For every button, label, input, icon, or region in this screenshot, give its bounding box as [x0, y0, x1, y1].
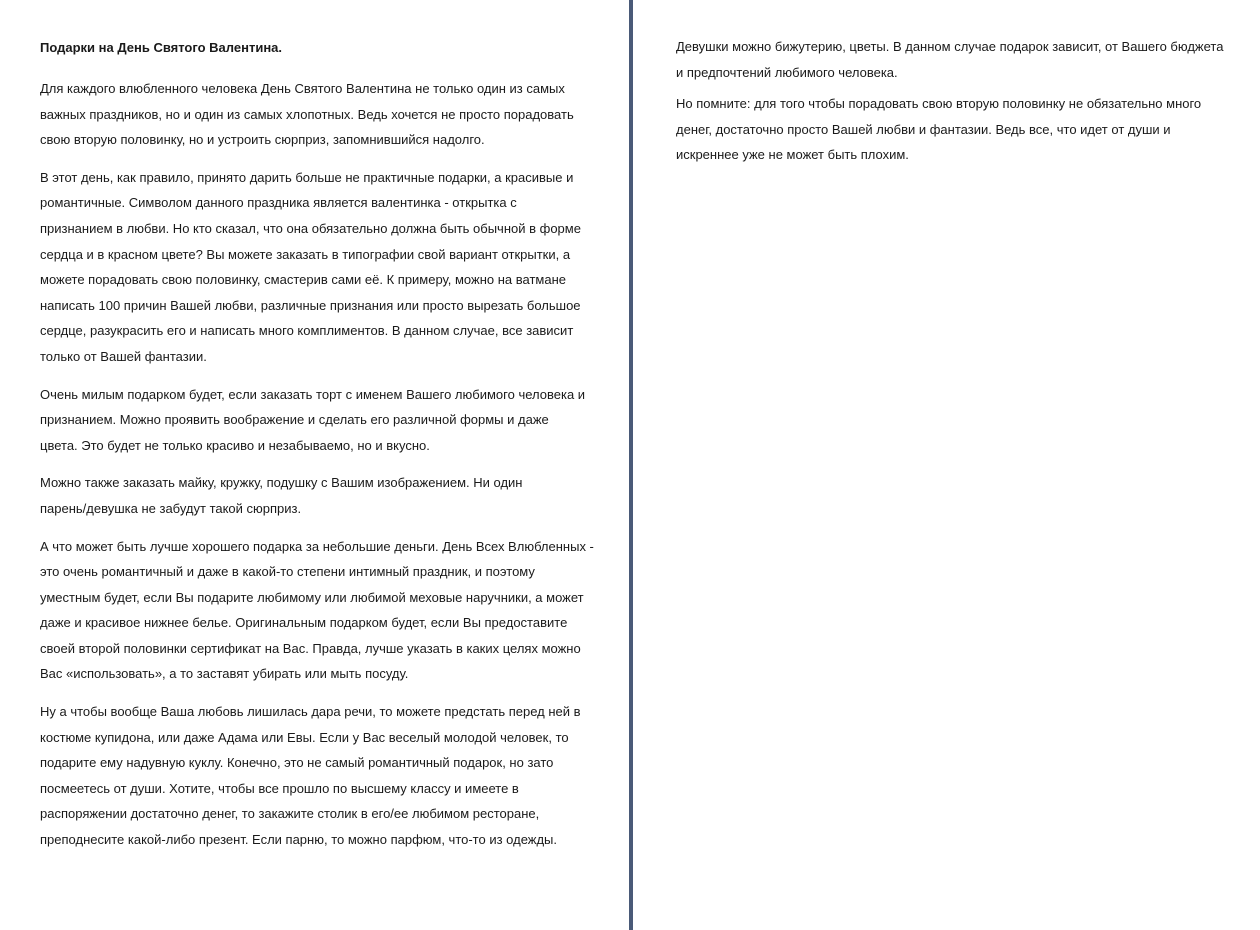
- paragraph-surprise: Ну а чтобы вообще Ваша любовь лишилась дара речи, то можете предстать перед ней в костюме купидона, или даже Адама или Евы. Если у Вас веселый молодой человек, то подарите ему надувную куклу. Конечно, это не самый романтичный подарок, но зато посмеетесь от души. Хотите, чтобы все прошло по высшему классу и имеете в распоряжении достаточно денег, то закажите столик в его/ее любимом ресторане, преподнесите какой-либо презент. Если парню, то можно парфюм, что-то из одежды.: [40, 704, 581, 848]
- paragraph-cake: Очень милым подарком будет, если заказать торт с именем Вашего любимого человека и признанием. Можно проявить воображение и сделать его различной формы и даже цвета. Это будет не только красиво и незабываемо, но и вкусно.: [40, 386, 586, 453]
- paragraph-tshirt-mug: Можно также заказать майку, кружку, подушку с Вашим изображением. Ни один парень/девушка не забудут такой сюрприз.: [40, 475, 523, 516]
- right-page: [636, 0, 1260, 930]
- page-divider-line: [629, 0, 633, 930]
- paragraph-conclusion: Но помните: для того чтобы порадовать свою вторую половинку не обязательно много денег, достаточно просто Вашей любви и фантазии. Ведь все, что идет от души и искреннее уже не может быть плохим.: [676, 96, 1202, 163]
- paragraph-intro: Для каждого влюбленного человека День Святого Валентина не только один из самых важных праздников, но и один из самых хлопотных. Ведь хочется не просто порадовать свою вторую половинку, но и устроить сюрприз, запомнившийся надолго.: [40, 81, 574, 148]
- paragraph-valentine-card: В этот день, как правило, принято дарить больше не практичные подарки, а красивые и романтичные. Символом данного праздника является валентинка - открытка с признанием в любви. Но кто сказал, что она обязательно должна быть обычной в форме сердца и в красном цвете? Вы можете заказать в типографии свой вариант открытки, а можете порадовать свою половинку, смастерив сами её. К примеру, можно на ватмане написать 100 причин Вашей любви, различные признания или просто вырезать большое сердце, разукрасить его и написать много комплиментов. В данном случае, все зависит только от Вашей фантазии.: [40, 169, 581, 364]
- page-divider: [626, 0, 636, 930]
- document-heading: Подарки на День Святого Валентина.: [40, 40, 283, 55]
- paragraph-jewelry: Девушки можно бижутерию, цветы. В данном случае подарок зависит, от Вашего бюджета и предпочтений любимого человека.: [676, 39, 1224, 80]
- paragraph-small-gifts: А что может быть лучше хорошего подарка за небольшие деньги. День Всех Влюбленных - это очень романтичный и даже в какой-то степени интимный праздник, и поэтому уместным будет, если Вы подарите любимому или любимой меховые наручники, а может даже и красивое нижнее белье. Оригинальным подарком будет, если Вы предоставите своей второй половинки сертификат на Вас. Правда, лучше указать в каких целях можно Вас «использовать», а то заставят убирать или мыть посуду.: [40, 538, 594, 682]
- left-page: [0, 0, 626, 930]
